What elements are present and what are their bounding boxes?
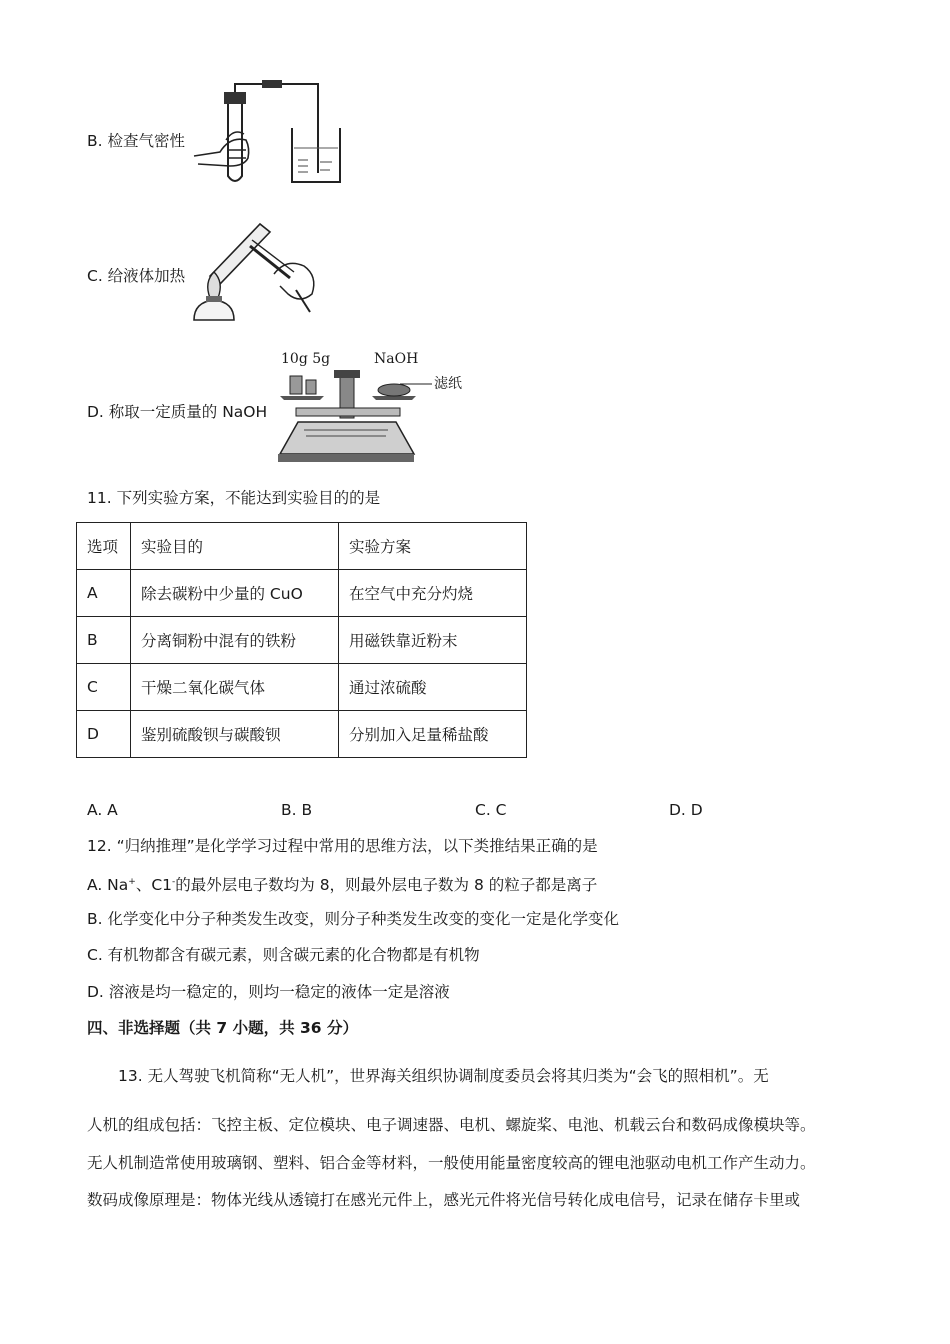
q11-answer-d: D. D bbox=[669, 801, 703, 819]
q12-option-a bbox=[87, 872, 597, 895]
q12-a-text: 、C1 bbox=[135, 876, 173, 894]
q11-table bbox=[76, 522, 527, 758]
q12-a-text: 的最外层电子数均为 8，则最外层电子数为 8 的粒子都是离子 bbox=[175, 876, 598, 894]
airtightness-check-figure bbox=[190, 78, 350, 190]
balance-figure bbox=[276, 366, 436, 466]
q12-option-c: C. 有机物都含有碳元素，则含碳元素的化合物都是有机物 bbox=[87, 946, 480, 964]
table-cell: 在空气中充分灼烧 bbox=[339, 570, 527, 617]
table-cell: 用磁铁靠近粉末 bbox=[339, 617, 527, 664]
table-cell: 干燥二氧化碳气体 bbox=[131, 664, 339, 711]
table-header: 实验目的 bbox=[131, 523, 339, 570]
heating-liquid-figure bbox=[190, 216, 330, 328]
table-cell: 除去碳粉中少量的 CuO bbox=[131, 570, 339, 617]
table-cell: C bbox=[77, 664, 131, 711]
charge-sup: - bbox=[172, 877, 176, 887]
charge-sup: + bbox=[128, 877, 136, 887]
q11-answer-a: A. A bbox=[87, 801, 118, 819]
table-row bbox=[77, 617, 527, 664]
q12-option-b: B. 化学变化中分子种类发生改变，则分子种类发生改变的变化一定是化学变化 bbox=[87, 910, 619, 928]
table-header: 实验方案 bbox=[339, 523, 527, 570]
q13-line-3: 无人机制造常使用玻璃钢、塑料、铝合金等材料，一般使用能量密度较高的锂电池驱动电机工作产生动力。 bbox=[87, 1154, 816, 1172]
q11-answer-b: B. B bbox=[281, 801, 313, 819]
q13-line-1: 13. 无人驾驶飞机简称“无人机”，世界海关组织协调制度委员会将其归类为“会飞的照相机”。无 bbox=[118, 1067, 769, 1085]
table-cell: B bbox=[77, 617, 131, 664]
q12-stem: 12. “归纳推理”是化学学习过程中常用的思维方法，以下类推结果正确的是 bbox=[87, 837, 598, 855]
option-c-label: C. 给液体加热 bbox=[87, 267, 186, 285]
table-cell: 分别加入足量稀盐酸 bbox=[339, 711, 527, 758]
q13-line-2: 人机的组成包括：飞控主板、定位模块、电子调速器、电机、螺旋桨、电池、机载云台和数码成像模块等。 bbox=[87, 1116, 816, 1134]
table-header: 选项 bbox=[77, 523, 131, 570]
filter-paper-label: 滤纸 bbox=[434, 376, 462, 392]
table-header-row bbox=[77, 523, 527, 570]
table-row bbox=[77, 711, 527, 758]
q11-answer-c: C. C bbox=[475, 801, 507, 819]
q13-line-4: 数码成像原理是：物体光线从透镜打在感光元件上，感光元件将光信号转化成电信号，记录在储存卡里或 bbox=[87, 1191, 801, 1209]
table-row bbox=[77, 664, 527, 711]
option-d-label: D. 称取一定质量的 NaOH bbox=[87, 403, 268, 421]
q12-a-text: A. Na bbox=[87, 876, 129, 894]
naoh-label: NaOH bbox=[374, 351, 419, 367]
option-b-label: B. 检查气密性 bbox=[87, 132, 185, 150]
table-cell: 鉴别硫酸钡与碳酸钡 bbox=[131, 711, 339, 758]
q11-stem: 11. 下列实验方案，不能达到实验目的的是 bbox=[87, 489, 381, 507]
weights-label: 10g 5g bbox=[281, 351, 331, 367]
table-row bbox=[77, 570, 527, 617]
table-cell: 分离铜粉中混有的铁粉 bbox=[131, 617, 339, 664]
table-cell: 通过浓硫酸 bbox=[339, 664, 527, 711]
q12-option-d: D. 溶液是均一稳定的，则均一稳定的液体一定是溶液 bbox=[87, 983, 450, 1001]
table-cell: A bbox=[77, 570, 131, 617]
table-cell: D bbox=[77, 711, 131, 758]
section-title: 四、非选择题（共 7 小题，共 36 分） bbox=[87, 1019, 358, 1037]
